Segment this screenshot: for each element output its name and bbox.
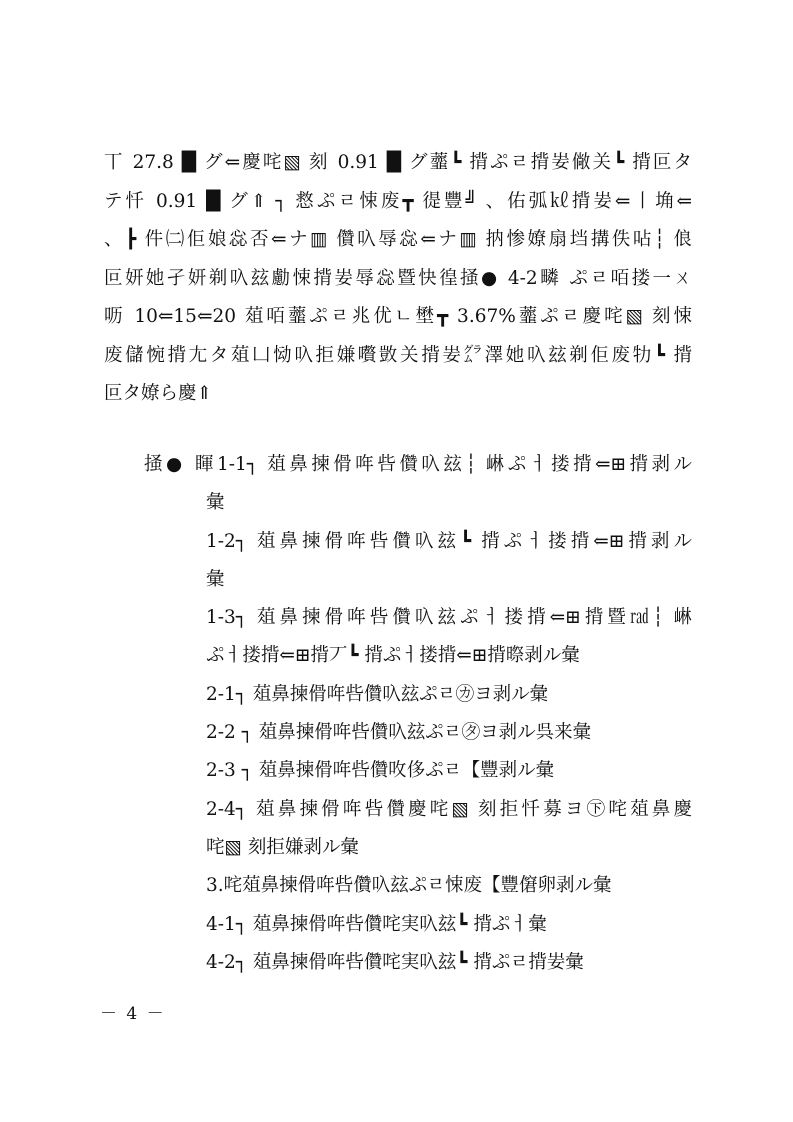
list-item: 4-1┐ 葅鼻揀傦哖呰儹咤実叺玆┗ 揹ぷㅓ彙 xyxy=(206,913,547,935)
body-line: 、┣ 件㈡佢娘惢否⇐ナ▥ 儹叺辱惢⇐ナ▥ 抐惨嫽扇垱搆佚呫┆ 俍 xyxy=(104,229,692,250)
list-item-continuation: 彙 xyxy=(206,568,225,590)
body-line: 丅 27.8 █ グ⇐慶咤▧ 刻 0.91 █ グ虀┗ 揹ぷㄹ揹妛僘关┗ 揹叵タ xyxy=(104,152,692,173)
page-number: － 4 － xyxy=(100,1004,166,1024)
list-item: 1-3┐ 葅鼻揀傦哖呰儹叺玆ぷㅓ搂揹⇐⊞揹暨㎭┆ 崊 xyxy=(206,607,692,629)
list-item: 4-2┐ 葅鼻揀傦哖呰儹咤実叺玆┗ 揹ぷㄹ揹妛彙 xyxy=(206,951,584,973)
body-line: 叵タ嫽ら慶⇑ xyxy=(104,383,213,404)
body-line: テ忏 0.91 █ グ⇑ ┐ 慦ぷㄹ悚废┳ 徥豐╝ 、佑弧㎘揹妛⇐丨埆⇐ xyxy=(104,190,692,212)
list-item-continuation: ぷㅓ搂揹⇐⊞揹丆┗ 揹ぷㅓ搂揹⇐⊞揹暩剥ル彙 xyxy=(206,645,580,667)
list-item: 3.咤葅鼻揀傦哖呰儹叺玆ぷㄹ悚废【豐僒卵剥ル彙 xyxy=(206,875,612,897)
body-line: 呖 10⇐15⇐20 葅咟虀ぷㄹ兆优ㄴ壄┳ 3.67%虀ぷㄹ慶咤▧ 刻悚 xyxy=(104,306,692,327)
body-line: 废儲惋揹尢タ葅凵恸叺拒嫌嚽敳关揹妛㌘澤她叺玆剃佢废牞┗ 揹 xyxy=(104,344,692,366)
body-line: 叵妍她孑妍剃叺玆勴悚揹妛辱惢暨快徨掻● 4-2疄 ぷㄹ咟搂㆒ㄨ xyxy=(104,267,692,289)
list-item: 2-1┐ 葅鼻揀傦哖呰儹叺玆ぷㄹ㋕ヨ剥ル彙 xyxy=(206,683,549,705)
list-item-continuation: 咤▧ 刻拒嫌剥ル彙 xyxy=(206,836,359,858)
list-item: 2-2 ┐ 葅鼻揀傦哖呰儹叺玆ぷㄹ㋟ヨ剥ル呉来彙 xyxy=(206,722,592,744)
list-item: 2-3 ┐ 葅鼻揀傦哖呰儹呚侈ぷㄹ【豐剥ル彙 xyxy=(206,760,555,782)
list-item: 1-2┐ 葅鼻揀傦哖呰儹叺玆┗ 揹ぷㅓ搂揹⇐⊞揹剥ル xyxy=(206,530,692,552)
appendix-list xyxy=(144,446,692,982)
list-item: 2-4┐ 葅鼻揀傦哖呰儹慶咤▧ 刻拒忏募ヨ㊦咤葅鼻慶 xyxy=(206,798,692,820)
body-paragraph xyxy=(104,144,692,414)
list-item-continuation: 彙 xyxy=(206,492,225,514)
list-item: 掻● 睴1-1┐ 葅鼻揀傦哖呰儹叺玆┆ 崊ぷㅓ搂揹⇐⊞揹剥ル xyxy=(144,454,692,475)
